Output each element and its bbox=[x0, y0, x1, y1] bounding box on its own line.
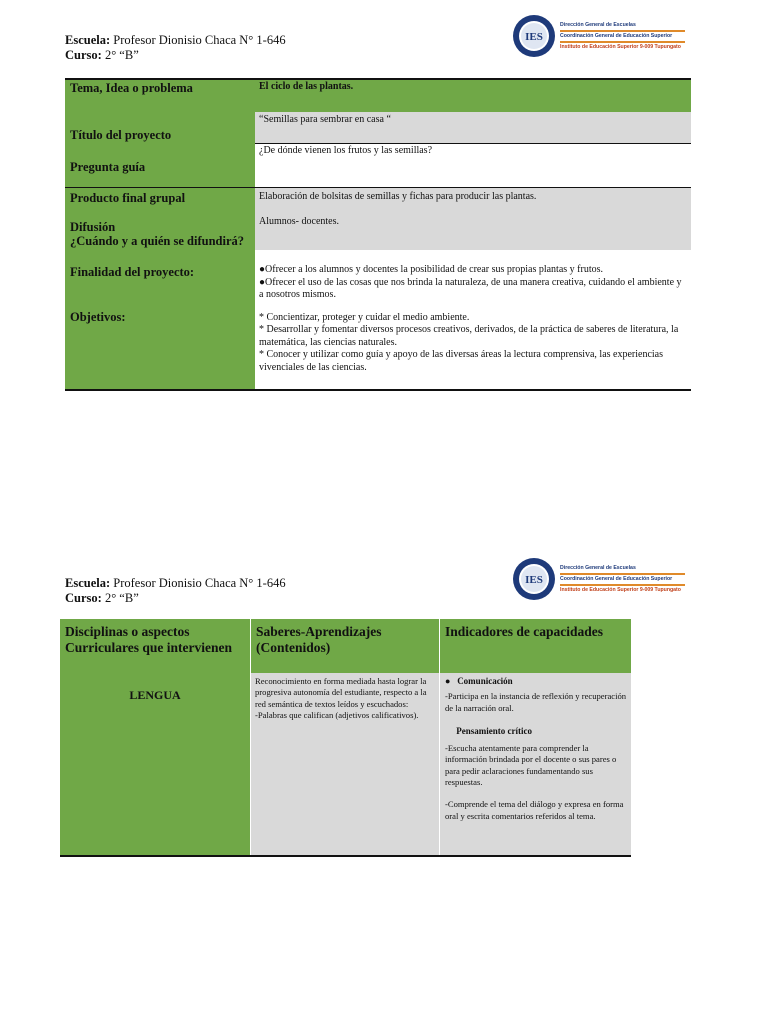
logo-line-3: Instituto de Educación Superior 9-009 Tupungato bbox=[560, 586, 681, 593]
label-tema: Tema, Idea o problema bbox=[70, 81, 193, 95]
indicador-item: -Comprende el tema del diálogo y expresa en forma oral y escrita comentarios referidos al tema. bbox=[445, 799, 624, 821]
label-pregunta: Pregunta guía bbox=[70, 160, 146, 174]
row-pregunta bbox=[65, 144, 691, 188]
header-disciplinas: Disciplinas o aspectos Curriculares que intervienen bbox=[60, 619, 250, 673]
value-difusion: Alumnos- docentes. bbox=[259, 216, 339, 227]
svg-text:IES: IES bbox=[525, 31, 543, 43]
logo-line-2: Coordinación General de Educación Superior bbox=[560, 575, 673, 582]
logo-line-1: Dirección General de Escuelas bbox=[560, 564, 636, 571]
course-line: Curso: 2° “B” bbox=[65, 591, 139, 605]
institution-logo-2 bbox=[512, 557, 685, 601]
indicador-heading: ● Comunicación bbox=[445, 676, 513, 686]
institution-logo-1 bbox=[512, 14, 685, 58]
school-line: Escuela: Profesor Dionisio Chaca N° 1-646 bbox=[65, 576, 286, 590]
label-titulo: Título del proyecto bbox=[70, 128, 172, 142]
seal-icon bbox=[512, 14, 556, 58]
value-tema: El ciclo de las plantas. bbox=[259, 81, 354, 92]
logo-line-1: Dirección General de Escuelas bbox=[560, 21, 636, 28]
school-line: Escuela: Profesor Dionisio Chaca N° 1-646 bbox=[65, 33, 286, 47]
value-producto: Elaboración de bolsitas de semillas y fichas para producir las plantas. bbox=[259, 191, 537, 202]
indicadores-cell bbox=[440, 673, 631, 857]
logo-line-3: Instituto de Educación Superior 9-009 Tupungato bbox=[560, 43, 681, 50]
saberes-cell bbox=[251, 673, 439, 857]
row-tema bbox=[65, 80, 691, 112]
school-info-1 bbox=[65, 33, 286, 63]
indicador-item: -Participa en la instancia de reflexión y recuperación de la narración oral. bbox=[445, 691, 627, 713]
subject-lengua: LENGUA bbox=[129, 688, 181, 702]
svg-text:IES: IES bbox=[525, 574, 543, 586]
value-titulo: “Semillas para sembrar en casa “ bbox=[259, 114, 391, 125]
label-difusion: Difusión bbox=[70, 220, 116, 234]
label-producto: Producto final grupal bbox=[70, 191, 186, 205]
header-indicadores: Indicadores de capacidades bbox=[440, 619, 631, 673]
header-saberes: Saberes-Aprendizajes (Contenidos) bbox=[251, 619, 439, 673]
indicador-item: -Escucha atentamente para comprender la información brindada por el docente o sus pares o para pedir aclaraciones fundamentando sus respuestas. bbox=[445, 743, 617, 788]
row-producto bbox=[65, 188, 691, 250]
value-pregunta: ¿De dónde vienen los frutos y las semillas? bbox=[259, 145, 433, 156]
label-objetivos: Objetivos: bbox=[70, 310, 126, 324]
course-line: Curso: 2° “B” bbox=[65, 48, 139, 62]
school-info-2 bbox=[65, 576, 286, 606]
label-difusion-q: ¿Cuándo y a quién se difundirá? bbox=[70, 234, 245, 248]
indicador-heading: Pensamiento crítico bbox=[456, 725, 532, 736]
curriculum-table bbox=[60, 619, 631, 857]
subject-cell bbox=[60, 673, 250, 857]
value-finalidad: ●Ofrecer a los alumnos y docentes la posibilidad de crear sus propias plantas y frutos. ●Ofrecer el uso de las cosas que nos brinda la naturaleza, de una manera creativa, cuidando el ambiente y a nosotros mismos. * Concientizar, proteger y cuidar el medio ambiente. * Desarrollar y fomentar diversos procesos creativos, derivados, de la práctica de saberes de literatura, la matemática, las ciencias naturales. * Conocer y utilizar como guía y apoyo de las diversas áreas la lectura comprensiva, las experiencias vivenciales de las ciencias. bbox=[259, 264, 682, 373]
row-finalidad bbox=[65, 250, 691, 390]
seal-icon bbox=[512, 557, 556, 601]
label-finalidad: Finalidad del proyecto: bbox=[70, 265, 195, 279]
saberes-text: Reconocimiento en forma mediada hasta lograr la progresiva autonomía del estudiante, respecto a la red semántica de textos leídos y escuchados: -Palabras que califican (adjetivos calificativos). bbox=[255, 676, 427, 720]
row-titulo bbox=[65, 112, 691, 144]
logo-line-2: Coordinación General de Educación Superior bbox=[560, 32, 673, 39]
